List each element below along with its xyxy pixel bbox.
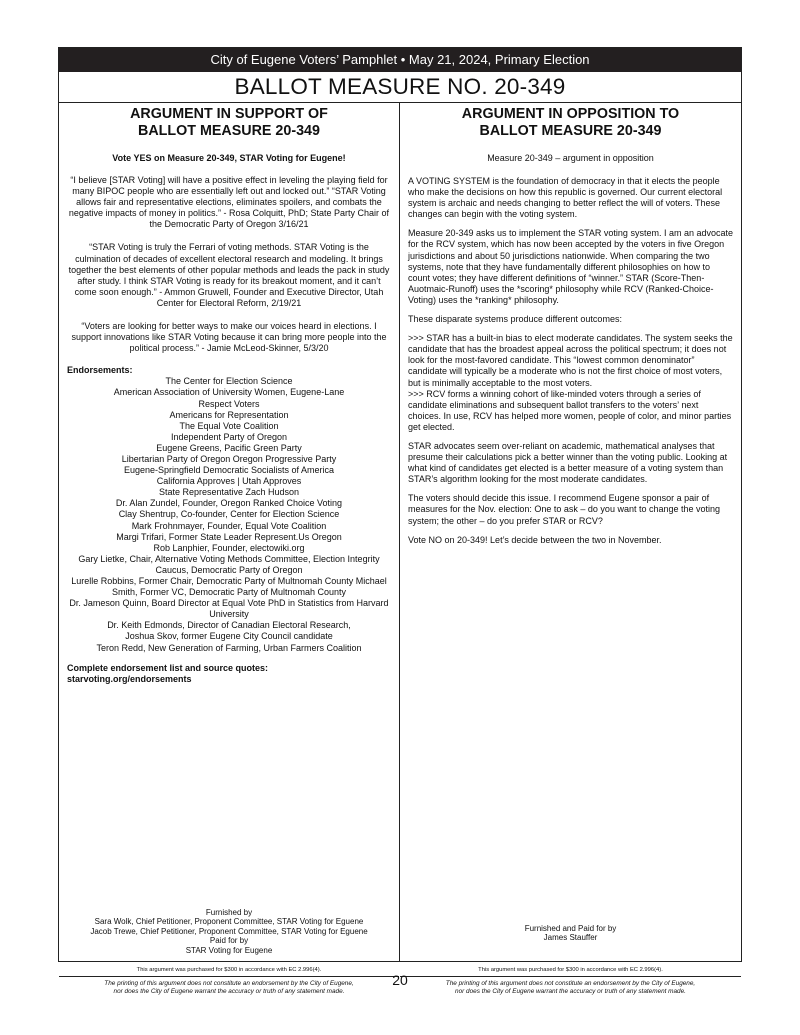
- endorsement-item: Dr. Alan Zundel, Founder, Oregon Ranked Choice Voting: [115, 498, 343, 509]
- support-quote: “I believe [STAR Voting] will have a positive effect in leveling the playing field for many BIPOC people who are essentially left out and locked out.” “STAR Voting allows fair and representative elections, eliminates spoilers, and combats the negative impacts of money in politics.” - Rosa Colquitt, PhD; State Party Chair of the Democratic Party of Oregon 3/16/21: [68, 175, 390, 230]
- support-quote: “Voters are looking for better ways to make our voices heard in elections. I support innovations like STAR Voting because it can bring more people into the political process.” - Jamie McLeod-Skinner, 5/3/20: [71, 321, 387, 354]
- opposition-title-line2: BALLOT MEASURE 20-349: [479, 123, 662, 139]
- endorsements-list: [67, 376, 391, 653]
- support-quote: “STAR Voting is truly the Ferrari of voting methods. STAR Voting is the culmination of decades of excellent electoral research and modeling. It brings together the best elements of other popular methods and leads the pack in study after study. I think STAR Voting is ready for its breakout moment, and it can’t come soon enough.” - Ammon Gruwell, Founder and Executive Director, Utah Center for Electoral Reform, 2/19/21: [68, 242, 390, 308]
- endorsement-item: Americans for Representation: [169, 409, 289, 420]
- furnished-line: Paid for by: [209, 936, 249, 946]
- endorsement-item: Respect Voters: [198, 398, 260, 409]
- support-purchase-note: This argument was purchased for $300 in accordance with EC 2.996(4).: [136, 967, 322, 973]
- page-number: 20: [392, 972, 408, 988]
- support-title-line1: ARGUMENT IN SUPPORT OF: [130, 106, 328, 122]
- endorsement-link: Complete endorsement list and source quotes: starvoting.org/endorsements: [67, 662, 269, 684]
- endorsement-item: Dr. Jameson Quinn, Board Director at Equal Vote PhD in Statistics from Harvard University: [69, 598, 389, 620]
- opposition-paragraph: These disparate systems produce different outcomes:: [408, 314, 622, 325]
- opposition-lead: Measure 20-349 – argument in opposition: [487, 153, 654, 163]
- disclaimer-line: nor does the City of Eugene warrant the accuracy or truth of any statement made.: [113, 988, 345, 996]
- support-furnished-by: [67, 908, 391, 955]
- support-lead: Vote YES on Measure 20-349, STAR Voting for Eugene!: [112, 153, 346, 163]
- disclaimer-line: The printing of this argument does not constitute an endorsement by the City of Eugene,: [445, 980, 696, 987]
- pamphlet-banner: City of Eugene Voters’ Pamphlet • May 21, 2024, Primary Election: [59, 48, 741, 72]
- pamphlet-page: [58, 47, 742, 996]
- endorsement-item: California Approves | Utah Approves: [156, 476, 302, 487]
- opposition-paragraph: STAR advocates seem over-reliant on academic, mathematical analyses that presume their calculations pick a better winner than the voting public. Looking at what kind of candidates get elected is a better measure of a voting system than STAR’s algorithm looking for the most moderate candidates.: [408, 440, 728, 485]
- endorsement-item: Eugene Greens, Pacific Green Party: [156, 442, 302, 453]
- endorsement-item: Teron Redd, New Generation of Farming, Urban Farmers Coalition: [96, 642, 362, 653]
- support-content: [67, 103, 391, 685]
- support-title-line2: BALLOT MEASURE 20-349: [138, 123, 320, 139]
- endorsements-heading: Endorsements:: [67, 365, 133, 376]
- opposition-furnished-by: [408, 924, 733, 943]
- endorsement-item: The Center for Election Science: [165, 376, 293, 387]
- support-column: [59, 103, 400, 996]
- opposition-title-line1: ARGUMENT IN OPPOSITION TO: [461, 106, 680, 122]
- endorsement-item: Libertarian Party of Oregon Oregon Progressive Party: [121, 453, 337, 464]
- argument-columns: [59, 103, 741, 996]
- opposition-paragraph: Measure 20-349 asks us to implement the STAR voting system. I am an advocate for the RCV system, which has now been accepted by the voters in five Oregon jurisdictions and about 50 jurisdictions nationwide. When comparing the two systems, note that they have fundamentally different philosophies on how to count votes; they have different definitions of “winner.” STAR (Score-Then-Auotmaic-Runoff) uses the *scoring* philosophy while RCV (Ranked-Choice-Voting) uses the *ranking* philosophy.: [408, 228, 733, 305]
- endorsement-item: Eugene-Springfield Democratic Socialists of America: [123, 465, 335, 476]
- endorsement-item: Joshua Skov, former Eugene City Council candidate: [125, 631, 333, 642]
- opposition-purchase-note: This argument was purchased for $300 in accordance with EC 2.996(4).: [478, 967, 663, 973]
- opposition-paragraph: The voters should decide this issue. I recommend Eugene sponsor a pair of measures for the Nov. election: One to ask – do you want to change the voting system; the other – do you prefer STAR or RCV?: [408, 493, 721, 526]
- furnished-line: Furnished by: [205, 908, 253, 917]
- endorsement-item: Mark Frohnmayer, Founder, Equal Vote Coalition: [131, 520, 327, 531]
- furnished-line: Furnished and Paid for by: [524, 924, 617, 933]
- opposition-title: [408, 106, 733, 140]
- endorsement-item: Lurelle Robbins, Former Chair, Democratic Party of Multnomah County Michael Smith, Former VC, Democratic Party of Multnomah County: [71, 576, 387, 598]
- disclaimer-line: The printing of this argument does not constitute an endorsement by the City of Eugene,: [104, 980, 354, 987]
- furnished-line: Sara Wolk, Chief Petitioner, Proponent Committee, STAR Voting for Eguene: [94, 917, 364, 927]
- opposition-paragraph: Vote NO on 20-349! Let’s decide between the two in November.: [408, 534, 662, 545]
- furnished-line: Jacob Trewe, Chief Petitioner, Proponent Committee, STAR Voting for Eguene: [90, 926, 368, 936]
- opposition-paragraph: >>> STAR has a built-in bias to elect moderate candidates. The system seeks the candidate that has the broadest appeal across the political spectrum; it does not look for the most-favored candidate. This “lowest common denominator” candidate will typically be a moderate who is not the first choice of most voters, but is minimally acceptable to the most voters. >>> RCV forms a winning cohort of like-minded voters through a series of candidate eliminations and subsequent ballot transfers to the voters’ next choices. In use, RCV has helped more women, people of color, and minor parties get elected.: [408, 333, 733, 432]
- endorsement-item: Rob Lanphier, Founder, electowiki.org: [153, 542, 305, 553]
- measure-title: BALLOT MEASURE NO. 20-349: [59, 72, 741, 103]
- support-title: [67, 106, 391, 140]
- opposition-content: [408, 103, 733, 546]
- endorsement-item: State Representative Zach Hudson: [158, 487, 300, 498]
- endorsement-item: Dr. Keith Edmonds, Director of Canadian Electoral Research,: [107, 620, 351, 631]
- endorsement-item: The Equal Vote Coalition: [179, 420, 279, 431]
- furnished-line: STAR Voting for Eugene: [185, 945, 273, 955]
- endorsement-item: Gary Lietke, Chair, Alternative Voting Methods Committee, Election Integrity Caucus, Democratic Party of Oregon: [78, 553, 380, 575]
- endorsement-item: Independent Party of Oregon: [170, 431, 288, 442]
- endorsement-item: Clay Shentrup, Co-founder, Center for Election Science: [118, 509, 340, 520]
- endorsement-item: Margi Trifari, Former State Leader Represent.Us Oregon: [116, 531, 342, 542]
- opposition-paragraph: A VOTING SYSTEM is the foundation of democracy in that it elects the people who make the decisions on how this republic is governed. Our current electoral system is archaic and needs changing to better reflect the will of voters. These changes can begin with the voting system.: [408, 176, 723, 220]
- disclaimer-line: nor does the City of Eugene warrant the accuracy or truth of any statement made.: [455, 988, 686, 996]
- opposition-column: [400, 103, 741, 996]
- furnished-line: James Stauffer: [543, 933, 598, 943]
- endorsement-item: American Association of University Women, Eugene-Lane: [113, 387, 345, 398]
